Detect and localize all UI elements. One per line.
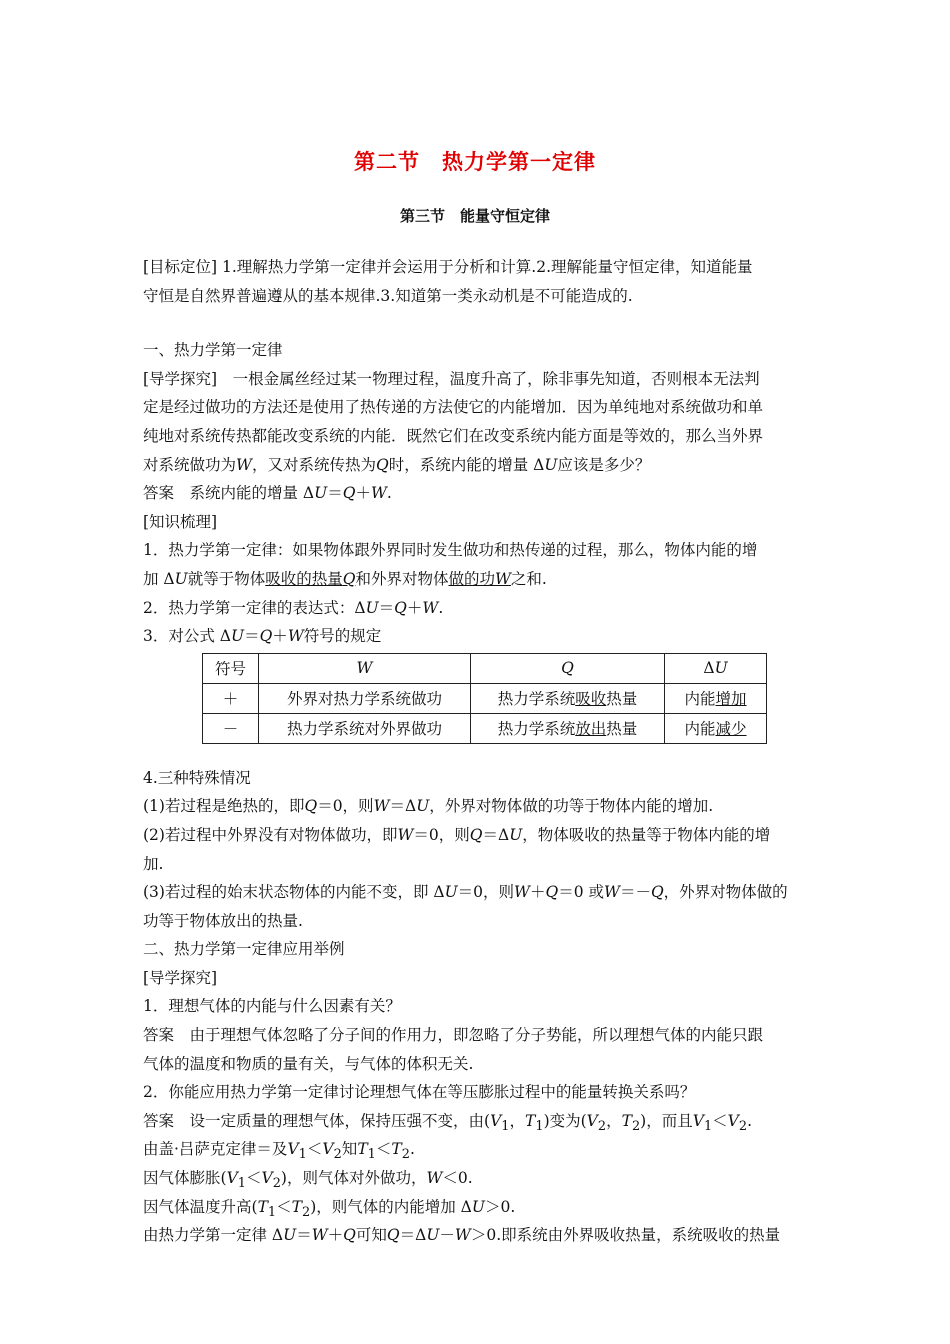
answer-1: 答案 系统内能的增量 ΔU＝Q＋W. bbox=[143, 484, 392, 503]
explore-line-4: 对系统做功为W，又对系统传热为Q时，系统内能的增量 ΔU应该是多少？ bbox=[143, 455, 651, 474]
knowledge-heading: [知识梳理] bbox=[143, 512, 218, 531]
header-sign: 符号 bbox=[203, 653, 259, 683]
header-q: Q bbox=[471, 653, 665, 683]
sign-convention-table bbox=[202, 653, 767, 744]
answer-q2-line-2: 由盖·吕萨克定律＝及$V_1<V_2$知$T_1<T_2$. bbox=[143, 1140, 415, 1163]
cell-u: 内能减少 bbox=[665, 713, 767, 743]
case-1: (1)若过程是绝热的，即Q＝0，则W＝ΔU，外界对物体做的功等于物体内能的增加. bbox=[143, 797, 714, 816]
case-3-line-1: (3)若过程的始末状态物体的内能不变，即 ΔU＝0，则W＋Q＝0 或W＝－Q，外界对物体做的 bbox=[143, 883, 788, 902]
answer-q2-line-4: 因气体温度升高$(T_1<T_2)$，则气体的内能增加 ΔU＞0. bbox=[143, 1197, 516, 1220]
case-2-line-2: 加. bbox=[143, 854, 164, 873]
spacer bbox=[143, 310, 815, 336]
knowledge-2: 2．热力学第一定律的表达式：ΔU＝Q＋W. bbox=[143, 598, 444, 617]
table-header-row bbox=[203, 653, 767, 683]
explore-line-2: 定是经过做功的方法还是使用了热传递的方法使它的内能增加．因为单纯地对系统做功和单 bbox=[143, 398, 764, 417]
header-delta-u: ΔU bbox=[665, 653, 767, 683]
cell-w: 热力学系统对外界做功 bbox=[259, 713, 471, 743]
case-3-line-2: 功等于物体放出的热量. bbox=[143, 911, 303, 930]
knowledge-1-line-2: 加 ΔU就等于物体吸收的热量Q和外界对物体做的功W之和. bbox=[143, 569, 547, 588]
cell-q: 热力学系统放出热量 bbox=[471, 713, 665, 743]
page-title: 第二节 热力学第一定律 bbox=[354, 149, 596, 174]
cell-w: 外界对热力学系统做功 bbox=[259, 683, 471, 713]
section-2-heading: 二、热力学第一定律应用举例 bbox=[143, 940, 345, 959]
cases-heading: 4.三种特殊情况 bbox=[143, 768, 251, 787]
section-1-heading: 一、热力学第一定律 bbox=[143, 341, 283, 360]
table-row bbox=[203, 683, 767, 713]
cell-q: 热力学系统吸收热量 bbox=[471, 683, 665, 713]
answer-q1-line-1: 答案 由于理想气体忽略了分子间的作用力，即忽略了分子势能，所以理想气体的内能只跟 bbox=[143, 1026, 764, 1045]
explore-2-heading: [导学探究] bbox=[143, 968, 218, 987]
knowledge-1-line-1: 1．热力学第一定律：如果物体跟外界同时发生做功和热传递的过程，那么，物体内能的增 bbox=[143, 541, 758, 560]
goal-line-1: [目标定位] 1.理解热力学第一定律并会运用于分析和计算.2.理解能量守恒定律，知道能量 bbox=[143, 258, 753, 276]
header-w: W bbox=[259, 653, 471, 683]
cell-u: 内能增加 bbox=[665, 683, 767, 713]
table-row bbox=[203, 713, 767, 743]
document-body bbox=[143, 253, 815, 1250]
explore-line-3: 纯地对系统传热都能改变系统的内能．既然它们在改变系统内能方面是等效的，那么当外界 bbox=[143, 426, 764, 445]
answer-q1-line-2: 气体的温度和物质的量有关，与气体的体积无关. bbox=[143, 1054, 474, 1073]
knowledge-3: 3．对公式 ΔU＝Q＋W符号的规定 bbox=[143, 627, 382, 646]
cell-sign: － bbox=[203, 713, 259, 743]
answer-q2-line-5: 由热力学第一定律 ΔU＝W＋Q可知Q＝ΔU－W＞0.即系统由外界吸收热量，系统吸收的热量 bbox=[143, 1226, 781, 1245]
case-2-line-1: (2)若过程中外界没有对物体做功，即W＝0，则Q＝ΔU，物体吸收的热量等于物体内能的增 bbox=[143, 825, 771, 844]
question-2: 2．你能应用热力学第一定律讨论理想气体在等压膨胀过程中的能量转换关系吗？ bbox=[143, 1083, 696, 1102]
cell-sign: ＋ bbox=[203, 683, 259, 713]
goal-line-2: 守恒是自然界普遍遵从的基本规律.3.知道第一类永动机是不可能造成的. bbox=[143, 286, 633, 305]
answer-q2-line-3: 因气体膨胀$(V_1<V_2)$，则气体对外做功，W＜0. bbox=[143, 1169, 473, 1192]
question-1: 1．理想气体的内能与什么因素有关？ bbox=[143, 997, 401, 1016]
page-subtitle: 第三节 能量守恒定律 bbox=[399, 207, 550, 225]
explore-line-1: [导学探究] 一根金属丝经过某一物理过程，温度升高了，除非事先知道，否则根本无法判 bbox=[143, 369, 760, 388]
answer-q2-line-1: 答案 设一定质量的理想气体，保持压强不变，由($V_1$，$T_1$)变为($V_2$，$T_2$)，而且$V_1<V_2$. bbox=[143, 1111, 753, 1134]
